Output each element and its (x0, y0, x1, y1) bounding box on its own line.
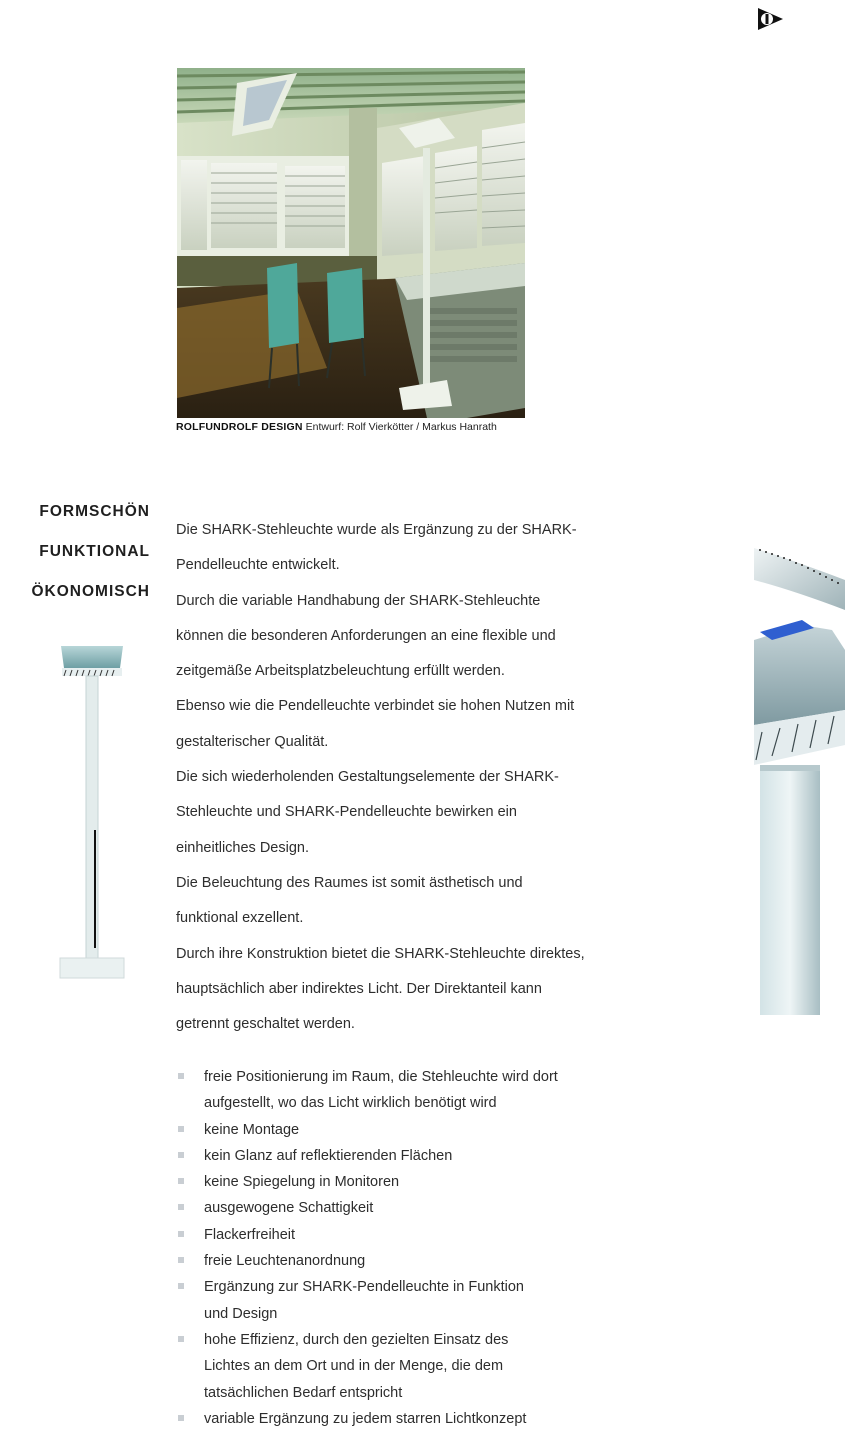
text-line: Stehleuchte und SHARK-Pendelleuchte bewirken ein (176, 804, 517, 821)
text-line: getrennt geschaltet werden. (176, 1016, 355, 1033)
list-item (176, 1143, 636, 1169)
list-item-line: Flackerfreiheit (204, 1226, 296, 1243)
bullet-square-icon (178, 1415, 184, 1421)
bullet-square-icon (178, 1336, 184, 1342)
list-item (176, 1117, 636, 1143)
list-item (176, 1169, 636, 1195)
text-line: zeitgemäße Arbeitsplatzbeleuchtung erfüllt werden. (176, 663, 505, 680)
photo-caption (176, 421, 497, 433)
list-item-line: freie Leuchtenanordnung (204, 1253, 366, 1270)
text-line: funktional exzellent. (176, 910, 304, 927)
list-item (176, 1406, 636, 1432)
text-line: Die Beleuchtung des Raumes ist somit ästhetisch und (176, 874, 523, 891)
bullet-square-icon (178, 1283, 184, 1289)
list-item (176, 1327, 636, 1406)
heading-funktional: FUNKTIONAL (39, 543, 150, 560)
list-item-line: keine Spiegelung in Monitoren (204, 1174, 400, 1191)
office-photo (177, 68, 525, 418)
list-item (176, 1195, 636, 1221)
list-item-line: tatsächlichen Bedarf entspricht (204, 1384, 403, 1401)
list-item (176, 1274, 636, 1327)
bullet-square-icon (178, 1204, 184, 1210)
list-item-line: Lichtes an dem Ort und in der Menge, die dem (204, 1358, 504, 1375)
bullet-square-icon (178, 1257, 184, 1263)
text-line: Pendelleuchte entwickelt. (176, 557, 340, 574)
bullet-square-icon (178, 1178, 184, 1184)
list-item-line: kein Glanz auf reflektierenden Flächen (204, 1147, 453, 1164)
text-line: können die besonderen Anforderungen an eine flexible und (176, 627, 556, 644)
text-line: Ebenso wie die Pendelleuchte verbindet sie hohen Nutzen mit (176, 698, 575, 715)
bullet-square-icon (178, 1231, 184, 1237)
text-line: hauptsächlich aber indirektes Licht. Der Direktanteil kann (176, 980, 542, 997)
text-line: gestalterischer Qualität. (176, 733, 329, 750)
list-item-line: variable Ergänzung zu jedem starren Lichtkonzept (204, 1410, 527, 1427)
list-item-line: ausgewogene Schattigkeit (204, 1200, 374, 1217)
description-text (176, 513, 646, 1042)
feature-headings (14, 502, 150, 622)
lamp-closeup-illustration (752, 520, 845, 1015)
list-item-line: aufgestellt, wo das Licht wirklich benötigt wird (204, 1095, 497, 1112)
bullet-square-icon (178, 1073, 184, 1079)
list-item (176, 1064, 636, 1117)
heading-oekonomisch: ÖKONOMISCH (31, 583, 150, 600)
list-item-line: hohe Effizienz, durch den gezielten Einsatz des (204, 1331, 509, 1348)
text-line: Durch die variable Handhabung der SHARK-Stehleuchte (176, 592, 541, 609)
list-item (176, 1248, 636, 1274)
floor-lamp-illustration (58, 642, 126, 982)
bullet-square-icon (178, 1126, 184, 1132)
list-item-line: freie Positionierung im Raum, die Stehleuchte wird dort (204, 1069, 558, 1085)
list-item (176, 1222, 636, 1248)
list-item-line: Ergänzung zur SHARK-Pendelleuchte in Funktion (204, 1279, 524, 1296)
list-item-line: und Design (204, 1305, 278, 1322)
caption-credit: Entwurf: Rolf Vierkötter / Markus Hanrath (305, 421, 497, 433)
heading-formschoen: FORMSCHÖN (39, 503, 150, 520)
caption-brand: ROLFUNDROLF DESIGN (176, 421, 303, 433)
text-line: Die SHARK-Stehleuchte wurde als Ergänzung zu der SHARK- (176, 522, 577, 538)
bullet-square-icon (178, 1152, 184, 1158)
feature-list (176, 1064, 636, 1432)
text-line: einheitliches Design. (176, 839, 309, 856)
brand-logo-icon (756, 6, 784, 32)
text-line: Die sich wiederholenden Gestaltungselemente der SHARK- (176, 769, 559, 786)
text-line: Durch ihre Konstruktion bietet die SHARK-Stehleuchte direktes, (176, 945, 585, 962)
office-photo-illustration (177, 68, 525, 418)
list-item-line: keine Montage (204, 1121, 300, 1138)
